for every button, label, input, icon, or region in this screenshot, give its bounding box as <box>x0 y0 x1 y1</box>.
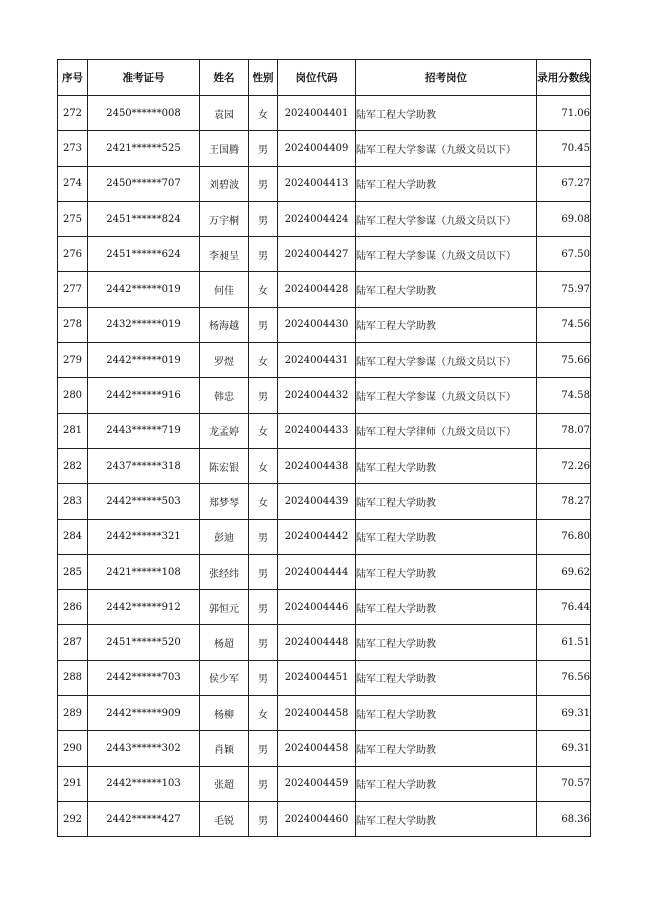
cell-exam-id: 2442******503 <box>88 484 200 519</box>
cell-cutoff-score: 67.50 <box>537 237 591 272</box>
cell-exam-id: 2442******019 <box>88 272 200 307</box>
cell-name: 王国腾 <box>200 131 249 166</box>
cell-seq: 273 <box>58 131 88 166</box>
cell-position: 陆军工程大学参谋（九级文员以下） <box>356 201 537 236</box>
cell-cutoff-score: 74.58 <box>537 378 591 413</box>
cell-exam-id: 2442******916 <box>88 378 200 413</box>
cell-gender: 男 <box>249 378 278 413</box>
cell-position-code: 2024004458 <box>278 696 356 731</box>
table-row <box>58 766 591 801</box>
cell-seq: 285 <box>58 554 88 589</box>
cell-gender: 女 <box>249 413 278 448</box>
header-cutoff-score: 录用分数线 <box>537 60 591 96</box>
cell-name: 郭恒元 <box>200 590 249 625</box>
cell-position-code: 2024004432 <box>278 378 356 413</box>
cell-name: 杨柳 <box>200 696 249 731</box>
cell-position: 陆军工程大学助教 <box>356 307 537 342</box>
cell-exam-id: 2421******525 <box>88 131 200 166</box>
cell-position-code: 2024004451 <box>278 660 356 695</box>
cell-seq: 283 <box>58 484 88 519</box>
cell-cutoff-score: 70.45 <box>537 131 591 166</box>
cell-cutoff-score: 76.80 <box>537 519 591 554</box>
cell-position-code: 2024004427 <box>278 237 356 272</box>
cell-name: 毛锐 <box>200 801 249 836</box>
cell-position: 陆军工程大学参谋（九级文员以下） <box>356 378 537 413</box>
cell-position: 陆军工程大学助教 <box>356 519 537 554</box>
cell-name: 万宇桐 <box>200 201 249 236</box>
header-exam-id: 准考证号 <box>88 60 200 96</box>
header-position: 招考岗位 <box>356 60 537 96</box>
cell-gender: 男 <box>249 201 278 236</box>
table-row <box>58 131 591 166</box>
cell-name: 陈宏银 <box>200 448 249 483</box>
cell-position: 陆军工程大学助教 <box>356 448 537 483</box>
cell-position: 陆军工程大学助教 <box>356 801 537 836</box>
cell-cutoff-score: 78.07 <box>537 413 591 448</box>
cell-cutoff-score: 69.31 <box>537 696 591 731</box>
table-row <box>58 201 591 236</box>
cell-position: 陆军工程大学助教 <box>356 660 537 695</box>
cell-name: 李昶呈 <box>200 237 249 272</box>
table-row <box>58 801 591 836</box>
cell-seq: 278 <box>58 307 88 342</box>
table-row <box>58 696 591 731</box>
table-row <box>58 237 591 272</box>
table-row <box>58 378 591 413</box>
cell-gender: 男 <box>249 131 278 166</box>
table-row <box>58 731 591 766</box>
cell-name: 龙孟婷 <box>200 413 249 448</box>
cell-gender: 男 <box>249 237 278 272</box>
cell-position: 陆军工程大学助教 <box>356 96 537 131</box>
cell-seq: 272 <box>58 96 88 131</box>
cell-exam-id: 2442******909 <box>88 696 200 731</box>
cell-position-code: 2024004430 <box>278 307 356 342</box>
cell-name: 侯少军 <box>200 660 249 695</box>
cell-position-code: 2024004460 <box>278 801 356 836</box>
cell-position: 陆军工程大学助教 <box>356 731 537 766</box>
cell-position-code: 2024004433 <box>278 413 356 448</box>
cell-seq: 284 <box>58 519 88 554</box>
cell-position-code: 2024004428 <box>278 272 356 307</box>
cell-gender: 女 <box>249 272 278 307</box>
cell-exam-id: 2442******103 <box>88 766 200 801</box>
cell-seq: 288 <box>58 660 88 695</box>
cell-position: 陆军工程大学参谋（九级文员以下） <box>356 237 537 272</box>
cell-cutoff-score: 76.44 <box>537 590 591 625</box>
table-row <box>58 625 591 660</box>
cell-position: 陆军工程大学助教 <box>356 696 537 731</box>
cell-gender: 男 <box>249 166 278 201</box>
cell-seq: 281 <box>58 413 88 448</box>
cell-exam-id: 2451******824 <box>88 201 200 236</box>
cell-position-code: 2024004458 <box>278 731 356 766</box>
cell-position: 陆军工程大学律师（九级文员以下） <box>356 413 537 448</box>
table-row <box>58 343 591 378</box>
cell-position-code: 2024004431 <box>278 343 356 378</box>
cell-gender: 男 <box>249 590 278 625</box>
table-row <box>58 96 591 131</box>
cell-seq: 275 <box>58 201 88 236</box>
table-row <box>58 554 591 589</box>
table-row <box>58 484 591 519</box>
table-row <box>58 590 591 625</box>
cell-seq: 286 <box>58 590 88 625</box>
cell-cutoff-score: 71.06 <box>537 96 591 131</box>
cell-gender: 女 <box>249 696 278 731</box>
cell-gender: 男 <box>249 554 278 589</box>
cell-position: 陆军工程大学参谋（九级文员以下） <box>356 343 537 378</box>
cell-cutoff-score: 69.62 <box>537 554 591 589</box>
cell-seq: 277 <box>58 272 88 307</box>
cell-gender: 男 <box>249 766 278 801</box>
cell-exam-id: 2450******008 <box>88 96 200 131</box>
cell-name: 杨超 <box>200 625 249 660</box>
table-row <box>58 519 591 554</box>
table-row <box>58 660 591 695</box>
cell-exam-id: 2442******912 <box>88 590 200 625</box>
cell-position-code: 2024004446 <box>278 590 356 625</box>
cell-cutoff-score: 74.56 <box>537 307 591 342</box>
cell-seq: 279 <box>58 343 88 378</box>
cell-exam-id: 2432******019 <box>88 307 200 342</box>
cell-name: 韩忠 <box>200 378 249 413</box>
cell-exam-id: 2442******321 <box>88 519 200 554</box>
cell-gender: 男 <box>249 625 278 660</box>
cell-exam-id: 2451******520 <box>88 625 200 660</box>
cell-position-code: 2024004459 <box>278 766 356 801</box>
cell-exam-id: 2442******427 <box>88 801 200 836</box>
header-seq: 序号 <box>58 60 88 96</box>
cell-cutoff-score: 76.56 <box>537 660 591 695</box>
cell-cutoff-score: 70.57 <box>537 766 591 801</box>
cell-seq: 292 <box>58 801 88 836</box>
cell-position: 陆军工程大学助教 <box>356 554 537 589</box>
cell-exam-id: 2442******019 <box>88 343 200 378</box>
cell-name: 张超 <box>200 766 249 801</box>
cell-position: 陆军工程大学参谋（九级文员以下） <box>356 131 537 166</box>
cell-name: 杨海越 <box>200 307 249 342</box>
cell-exam-id: 2421******108 <box>88 554 200 589</box>
cell-gender: 女 <box>249 343 278 378</box>
table-row <box>58 166 591 201</box>
cell-position-code: 2024004424 <box>278 201 356 236</box>
cell-cutoff-score: 69.31 <box>537 731 591 766</box>
cell-position: 陆军工程大学助教 <box>356 272 537 307</box>
cell-cutoff-score: 75.97 <box>537 272 591 307</box>
cell-cutoff-score: 72.26 <box>537 448 591 483</box>
cell-seq: 276 <box>58 237 88 272</box>
cell-name: 张经纬 <box>200 554 249 589</box>
table-row <box>58 413 591 448</box>
cell-position-code: 2024004439 <box>278 484 356 519</box>
cell-name: 彭迪 <box>200 519 249 554</box>
cell-cutoff-score: 61.51 <box>537 625 591 660</box>
header-name: 姓名 <box>200 60 249 96</box>
cell-gender: 男 <box>249 519 278 554</box>
cell-seq: 291 <box>58 766 88 801</box>
cell-position-code: 2024004444 <box>278 554 356 589</box>
cell-cutoff-score: 68.36 <box>537 801 591 836</box>
cell-name: 肖颖 <box>200 731 249 766</box>
cell-name: 刘碧波 <box>200 166 249 201</box>
cell-seq: 280 <box>58 378 88 413</box>
cell-position: 陆军工程大学助教 <box>356 166 537 201</box>
cell-cutoff-score: 75.66 <box>537 343 591 378</box>
header-gender: 性别 <box>249 60 278 96</box>
cell-exam-id: 2443******719 <box>88 413 200 448</box>
cell-cutoff-score: 78.27 <box>537 484 591 519</box>
cell-seq: 287 <box>58 625 88 660</box>
cell-position-code: 2024004442 <box>278 519 356 554</box>
cell-exam-id: 2442******703 <box>88 660 200 695</box>
cell-position-code: 2024004413 <box>278 166 356 201</box>
cell-name: 罗煜 <box>200 343 249 378</box>
cell-name: 郑梦琴 <box>200 484 249 519</box>
cell-gender: 男 <box>249 307 278 342</box>
cell-seq: 282 <box>58 448 88 483</box>
cell-position: 陆军工程大学助教 <box>356 625 537 660</box>
table-row <box>58 448 591 483</box>
table-row <box>58 272 591 307</box>
admission-score-table <box>57 59 591 837</box>
cell-seq: 289 <box>58 696 88 731</box>
cell-gender: 男 <box>249 801 278 836</box>
cell-exam-id: 2437******318 <box>88 448 200 483</box>
cell-position-code: 2024004401 <box>278 96 356 131</box>
cell-position: 陆军工程大学助教 <box>356 484 537 519</box>
cell-position: 陆军工程大学助教 <box>356 766 537 801</box>
cell-name: 何佳 <box>200 272 249 307</box>
cell-gender: 女 <box>249 96 278 131</box>
cell-gender: 女 <box>249 484 278 519</box>
cell-cutoff-score: 67.27 <box>537 166 591 201</box>
cell-gender: 男 <box>249 731 278 766</box>
cell-position-code: 2024004438 <box>278 448 356 483</box>
cell-seq: 274 <box>58 166 88 201</box>
table-header-row <box>58 60 591 96</box>
cell-gender: 女 <box>249 448 278 483</box>
table-row <box>58 307 591 342</box>
cell-position-code: 2024004448 <box>278 625 356 660</box>
cell-gender: 男 <box>249 660 278 695</box>
cell-position-code: 2024004409 <box>278 131 356 166</box>
cell-exam-id: 2450******707 <box>88 166 200 201</box>
cell-position: 陆军工程大学助教 <box>356 590 537 625</box>
cell-exam-id: 2443******302 <box>88 731 200 766</box>
cell-exam-id: 2451******624 <box>88 237 200 272</box>
cell-name: 袁园 <box>200 96 249 131</box>
cell-cutoff-score: 69.08 <box>537 201 591 236</box>
header-position-code: 岗位代码 <box>278 60 356 96</box>
cell-seq: 290 <box>58 731 88 766</box>
